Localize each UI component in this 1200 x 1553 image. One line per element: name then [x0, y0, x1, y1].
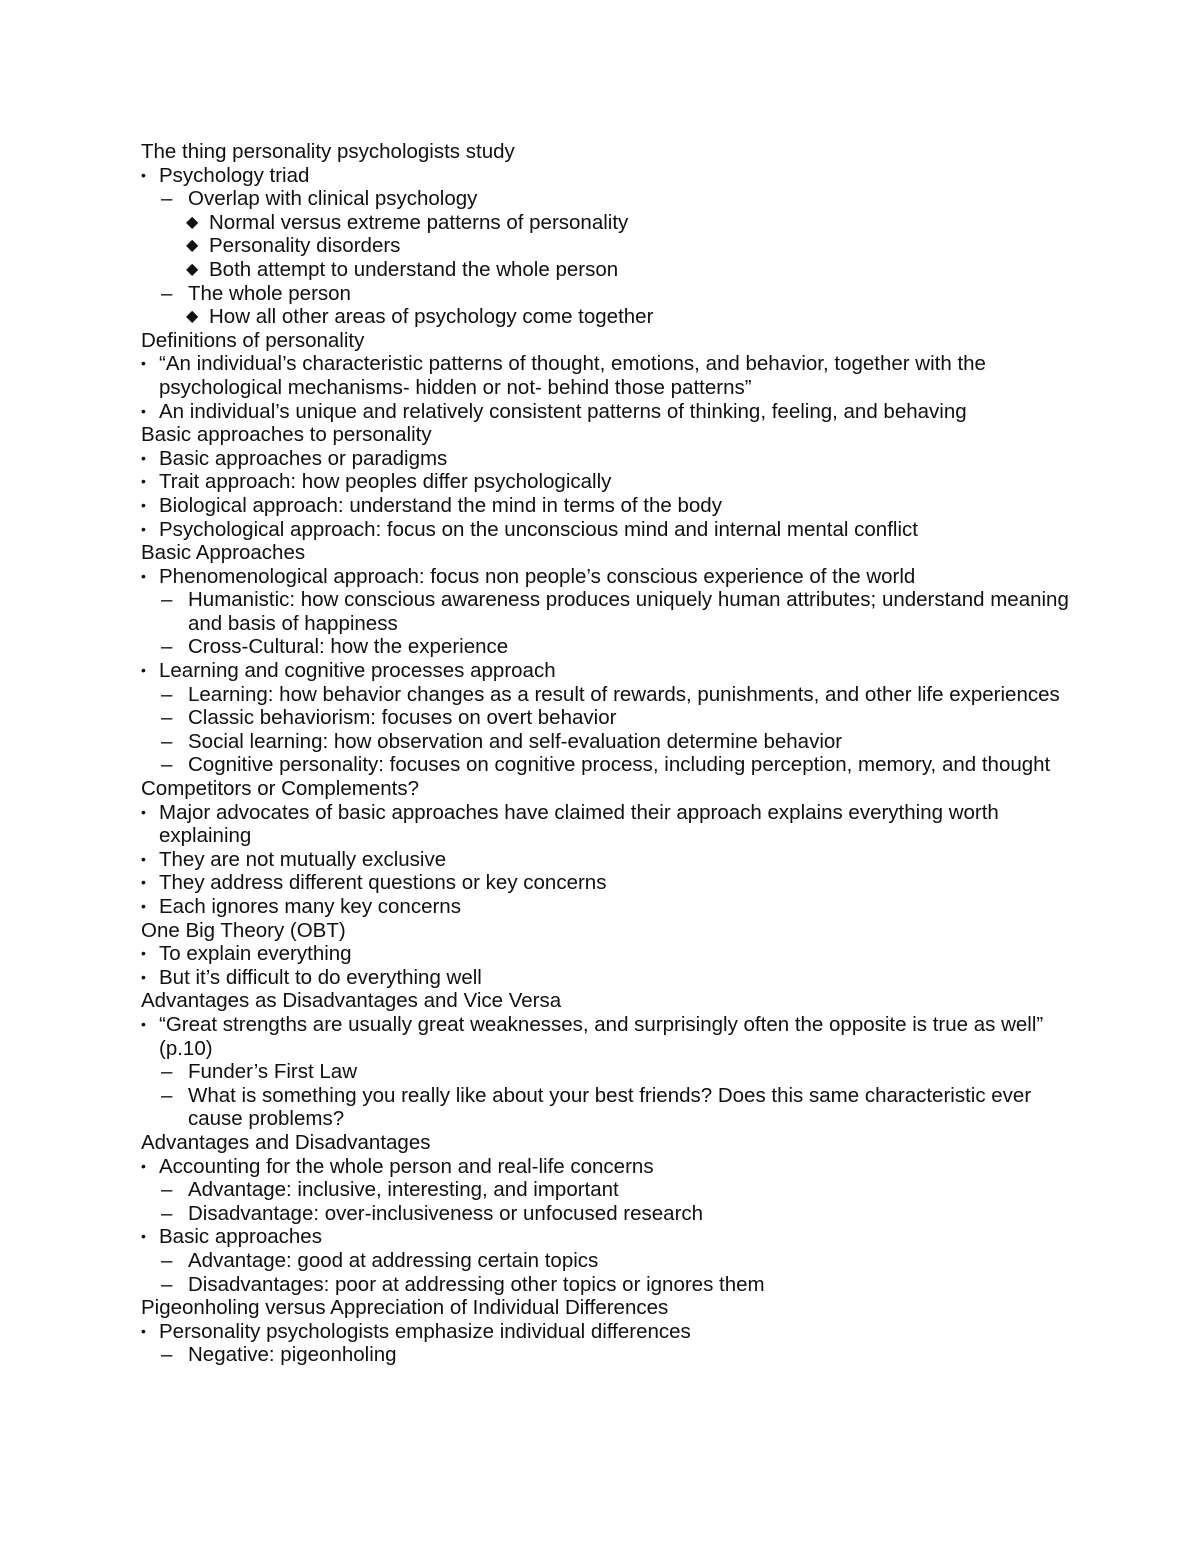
section-heading [141, 777, 1071, 801]
line-text: “An individual’s characteristic patterns of thought, emotions, and behavior, together with the psychological mechanisms- hidden or not- behind those patterns” [159, 352, 986, 399]
bullet-item [141, 966, 1071, 990]
bullet-icon: • [141, 803, 146, 820]
line-text: Definitions of personality [141, 328, 365, 352]
line-text: Humanistic: how conscious awareness produces uniquely human attributes; understand meaning and basis of happiness [188, 588, 1069, 635]
dash-icon: – [161, 682, 173, 706]
dash-subitem [141, 1084, 1071, 1131]
bullet-item [141, 848, 1071, 872]
line-text: Accounting for the whole person and real-life concerns [159, 1154, 654, 1178]
line-text: Cross-Cultural: how the experience [188, 635, 509, 659]
bullet-item [141, 659, 1071, 683]
dash-icon: – [161, 1060, 173, 1084]
dash-icon: – [161, 281, 173, 305]
bullet-icon: • [141, 662, 146, 679]
diamond-bullet-icon: ◆ [186, 308, 199, 326]
dash-icon: – [161, 1272, 173, 1296]
bullet-icon: • [141, 1228, 146, 1245]
line-text: Both attempt to understand the whole person [209, 257, 619, 281]
dash-subitem [141, 635, 1071, 659]
bullet-icon: • [141, 874, 146, 891]
bullet-item [141, 1155, 1071, 1179]
line-text: Advantage: good at addressing certain topics [188, 1248, 599, 1272]
bullet-item [141, 352, 1071, 399]
section-heading [141, 329, 1071, 353]
dash-icon: – [161, 1083, 173, 1107]
line-text: Basic approaches or paradigms [159, 446, 448, 470]
section-heading [141, 989, 1071, 1013]
bullet-item [141, 871, 1071, 895]
dash-icon: – [161, 706, 173, 730]
line-text: Learning: how behavior changes as a result of rewards, punishments, and other life experiences [188, 682, 1060, 706]
line-text: Classic behaviorism: focuses on overt behavior [188, 706, 617, 730]
dash-subitem [141, 282, 1071, 306]
section-heading [141, 140, 1071, 164]
dash-icon: – [161, 1248, 173, 1272]
line-text: Trait approach: how peoples differ psychologically [159, 470, 612, 494]
line-text: Competitors or Complements? [141, 777, 419, 801]
bullet-item [141, 400, 1071, 424]
dash-subitem [141, 1343, 1071, 1367]
bullet-item [141, 518, 1071, 542]
line-text: Pigeonholing versus Appreciation of Individual Differences [141, 1296, 669, 1320]
line-text: Normal versus extreme patterns of personality [209, 210, 629, 234]
bullet-icon: • [141, 945, 146, 962]
dash-icon: – [161, 1201, 173, 1225]
dash-subitem [141, 753, 1071, 777]
line-text: The thing personality psychologists study [141, 140, 515, 163]
dash-icon: – [161, 753, 173, 777]
section-heading [141, 1131, 1071, 1155]
line-text: Basic Approaches [141, 541, 306, 565]
bullet-item [141, 494, 1071, 518]
line-text: Psychology triad [159, 163, 310, 187]
line-text: Personality psychologists emphasize individual differences [159, 1319, 691, 1343]
bullet-icon: • [141, 898, 146, 914]
bullet-icon: • [141, 449, 146, 466]
bullet-icon: • [141, 166, 146, 183]
bullet-item [141, 164, 1071, 188]
dash-subitem [141, 730, 1071, 754]
line-text: Major advocates of basic approaches have claimed their approach explains everything worth explaining [159, 800, 999, 848]
dash-icon: – [161, 635, 173, 659]
diamond-bullet-icon: ◆ [186, 237, 199, 255]
dash-subitem [141, 187, 1071, 211]
dash-icon: – [161, 588, 173, 612]
diamond-bullet-icon: ◆ [186, 213, 199, 231]
line-text: The whole person [188, 281, 351, 305]
line-text: Disadvantage: over-inclusiveness or unfocused research [188, 1201, 704, 1225]
dash-icon: – [161, 729, 173, 753]
line-text: Cognitive personality: focuses on cognitive process, including perception, memory, and thought [188, 753, 1051, 777]
line-text: But it’s difficult to do everything well [159, 965, 482, 989]
line-text: An individual’s unique and relatively consistent patterns of thinking, feeling, and behaving [159, 399, 967, 423]
dash-subitem [141, 1060, 1071, 1084]
dash-subitem [141, 1202, 1071, 1226]
line-text: Personality disorders [209, 234, 401, 258]
line-text: Overlap with clinical psychology [188, 187, 478, 211]
bullet-item [141, 942, 1071, 966]
bullet-icon: • [141, 355, 146, 372]
dash-subitem [141, 1249, 1071, 1273]
line-text: Advantages and Disadvantages [141, 1130, 431, 1154]
line-text: Social learning: how observation and self-evaluation determine behavior [188, 729, 843, 753]
section-heading [141, 423, 1071, 447]
line-text: How all other areas of psychology come together [209, 305, 654, 329]
line-text: What is something you really like about your best friends? Does this same characteristic ever cause problems? [188, 1083, 1032, 1131]
bullet-icon: • [141, 968, 146, 985]
bullet-icon: • [141, 402, 146, 419]
line-text: Biological approach: understand the mind in terms of the body [159, 493, 722, 517]
bullet-icon: • [141, 520, 146, 537]
line-text: Basic approaches [159, 1225, 322, 1249]
line-text: Psychological approach: focus on the unconscious mind and internal mental conflict [159, 517, 918, 541]
bullet-icon: • [141, 567, 146, 584]
line-text: They address different questions or key concerns [159, 871, 607, 895]
dash-icon: – [161, 187, 173, 211]
diamond-subitem [141, 211, 1071, 235]
bullet-icon: • [141, 850, 146, 867]
line-text: Phenomenological approach: focus non people’s conscious experience of the world [159, 564, 916, 588]
bullet-item [141, 565, 1071, 589]
bullet-item [141, 895, 1071, 919]
line-text: Basic approaches to personality [141, 423, 432, 447]
bullet-item [141, 1013, 1071, 1060]
dash-subitem [141, 683, 1071, 707]
diamond-subitem [141, 305, 1071, 329]
line-text: They are not mutually exclusive [159, 847, 447, 871]
line-text: Disadvantages: poor at addressing other topics or ignores them [188, 1272, 765, 1296]
line-text: “Great strengths are usually great weaknesses, and surprisingly often the opposite is true as well” (p.10) [159, 1012, 1044, 1060]
bullet-icon: • [141, 496, 146, 513]
section-heading [141, 541, 1071, 565]
section-heading [141, 919, 1071, 943]
bullet-item [141, 1320, 1071, 1344]
line-text: Learning and cognitive processes approach [159, 659, 556, 683]
dash-subitem [141, 706, 1071, 730]
bullet-item [141, 1225, 1071, 1249]
bullet-item [141, 801, 1071, 848]
bullet-icon: • [141, 1015, 146, 1032]
bullet-item [141, 447, 1071, 471]
dash-subitem [141, 1273, 1071, 1297]
diamond-bullet-icon: ◆ [186, 260, 199, 278]
line-text: One Big Theory (OBT) [141, 918, 346, 942]
bullet-item [141, 470, 1071, 494]
line-text: Funder’s First Law [188, 1060, 357, 1084]
dash-icon: – [161, 1343, 173, 1367]
line-text: Advantages as Disadvantages and Vice Versa [141, 989, 562, 1013]
notes-document [141, 140, 1071, 1367]
diamond-subitem [141, 234, 1071, 258]
line-text: Negative: pigeonholing [188, 1343, 397, 1367]
bullet-icon: • [141, 1157, 146, 1174]
line-text: Advantage: inclusive, interesting, and important [188, 1178, 619, 1202]
diamond-subitem [141, 258, 1071, 282]
section-heading [141, 1296, 1071, 1320]
dash-subitem [141, 1178, 1071, 1202]
bullet-icon: • [141, 1322, 146, 1339]
dash-icon: – [161, 1178, 173, 1202]
bullet-icon: • [141, 473, 146, 490]
line-text: To explain everything [159, 942, 352, 966]
line-text: Each ignores many key concerns [159, 895, 461, 918]
dash-subitem [141, 588, 1071, 635]
